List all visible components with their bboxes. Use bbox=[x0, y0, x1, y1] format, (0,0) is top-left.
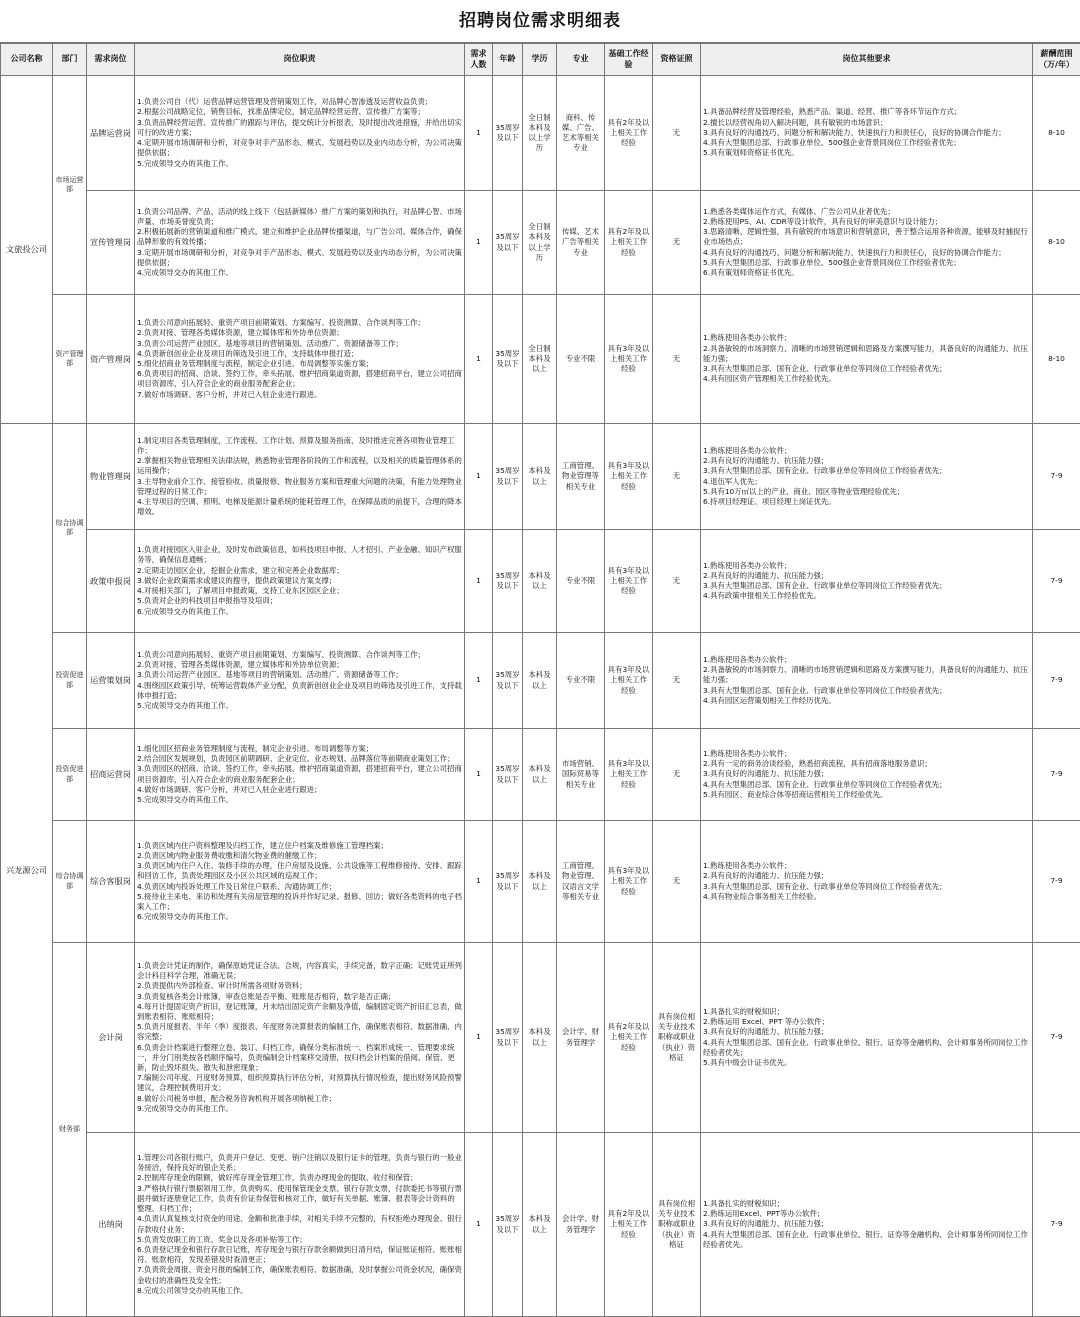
header-duties: 岗位职责 bbox=[135, 44, 465, 76]
table-row bbox=[1, 1133, 1080, 1317]
other-requirements-cell: 1.熟练使用各类办公软件； 2.具有良好的沟通能力、抗压能力强； 3.具有大型集团总部、国有企业、行政事业单位等同岗位工作经验者优先； 4.退伍军人优先； 5.具有10万㎡以上的产业、商业、园区等物业管理经验优先； 6.持项目经理证、项目经理上岗证优先。 bbox=[701, 424, 1033, 530]
age-cell: 35周岁及以下 bbox=[493, 633, 523, 729]
education-cell: 本科及以上 bbox=[523, 729, 557, 821]
education-cell: 本科及以上 bbox=[523, 530, 557, 633]
duties-cell: 1.负责公司品牌、产品、活动的线上线下（包括新媒体）推广方案的策划和执行，对品牌心智、市场声量、市场美誉度负责； 2.积极拓展新的营销渠道和推广模式，建立和维护企业品牌传播渠道，与广告公司、媒体合作，确保品牌形象的有效传播； 3.定期开展市场调研和分析，对竞争对手产品形态、模式、发展趋势以及业内动态分析，为公司决策提供依据； 4.完成领导交办的其他工作。 bbox=[135, 191, 465, 295]
duties-cell: 1.制定项目各类管理制度，工作流程、工作计划、预算及服务指南，及时推进完善各项物业管理工作； 2.掌握相关物业管理相关法律法规，熟悉物业管理各阶段的工作和流程，以及相关的质量管理体系的运用操作； 3.主导物业前介工作、接管验收、质量报修、物业服务方案和管理重大问题的决策，有能力处理物业管理过程的日常工作； 4.主导项目的空调、照明、电梯及能源计量系统的能耗管理工作，在保障品质的前提下，合理的降本增效。 bbox=[135, 424, 465, 530]
count-cell: 1 bbox=[465, 295, 493, 424]
education-cell: 本科及以上 bbox=[523, 633, 557, 729]
cert-cell: 无 bbox=[653, 76, 701, 191]
major-cell: 专业不限 bbox=[557, 295, 605, 424]
cert-cell: 具有岗位相关专业技术职称或职业（执业）资格证 bbox=[653, 943, 701, 1133]
experience-cell: 具有3年及以上相关工作经验 bbox=[605, 633, 653, 729]
major-cell: 专业不限 bbox=[557, 633, 605, 729]
header-position: 需求岗位 bbox=[87, 44, 135, 76]
department-cell: 综合协调部 bbox=[53, 821, 87, 943]
position-cell: 会计岗 bbox=[87, 943, 135, 1133]
cert-cell: 无 bbox=[653, 729, 701, 821]
salary-cell: 7-9 bbox=[1033, 943, 1080, 1133]
count-cell: 1 bbox=[465, 633, 493, 729]
other-requirements-cell: 1.熟悉各类媒体运作方式，有媒体、广告公司从业者优先； 2.熟练使用PS、AI、CDR等设计软件，具有良好的审美意识与设计能力； 3.思路清晰、逻辑性强，具有敏锐的市场意识和营销意识，善于整合运用各种资源，能够及时捕捉行业市场热点； 4.具有良好的沟通技巧、问题分析和解决能力、快速执行力和责任心，良好的协调合作能力； 5.具有大型集团总部、行政事业单位、500强企业背景同岗位工作经验者优先； 6.具有策划师资格证书优先。 bbox=[701, 191, 1033, 295]
department-cell: 投资促进部 bbox=[53, 729, 87, 821]
salary-cell: 7-9 bbox=[1033, 530, 1080, 633]
education-cell: 本科及以上 bbox=[523, 1133, 557, 1317]
recruitment-table bbox=[0, 43, 1080, 1317]
count-cell: 1 bbox=[465, 530, 493, 633]
count-cell: 1 bbox=[465, 821, 493, 943]
age-cell: 35周岁及以下 bbox=[493, 729, 523, 821]
position-cell: 资产管理岗 bbox=[87, 295, 135, 424]
table-row bbox=[1, 76, 1080, 191]
table-row bbox=[1, 943, 1080, 1133]
position-cell: 运营策划岗 bbox=[87, 633, 135, 729]
education-cell: 本科及以上 bbox=[523, 424, 557, 530]
major-cell: 专业不限 bbox=[557, 530, 605, 633]
department-cell: 投资促进部 bbox=[53, 633, 87, 729]
position-cell: 宣传管理岗 bbox=[87, 191, 135, 295]
count-cell: 1 bbox=[465, 191, 493, 295]
experience-cell: 具有2年及以上相关工作经验 bbox=[605, 191, 653, 295]
position-cell: 政策申报岗 bbox=[87, 530, 135, 633]
experience-cell: 具有3年及以上相关工作经验 bbox=[605, 530, 653, 633]
education-cell: 全日制本科及以上学历 bbox=[523, 191, 557, 295]
major-cell: 工商管理、物业管理、汉语言文学等相关专业 bbox=[557, 821, 605, 943]
count-cell: 1 bbox=[465, 1133, 493, 1317]
experience-cell: 具有3年及以上相关工作经验 bbox=[605, 729, 653, 821]
duties-cell: 1.负责公司意向拓展轻、重资产项目前期策划、方案编写、投资测算、合作谈判等工作； 2.负责对接、管理各类媒体资源，建立媒体库和外协单位资源； 3.负责公司运营产业园区、基地等项目的营销策划、活动推广、资源储备等工作； 4.负责新创创业企业及项目的筛选及引进工作，支持载体申报打造； 5.细化招商业务管理制度与流程，制定企业引进、布局调整等实施方案； 6.负责项目的招商、洽谈、签约工作，牵头拓展、维护招商渠道资源，搭建招商平台，建立公司招商项目资源库，引入符合企业的商业服务配套企业； 7.做好市场调研、客户分析，并对已入驻企业进行跟进。 bbox=[135, 295, 465, 424]
salary-cell: 7-9 bbox=[1033, 821, 1080, 943]
count-cell: 1 bbox=[465, 943, 493, 1133]
position-cell: 招商运营岗 bbox=[87, 729, 135, 821]
age-cell: 35周岁及以下 bbox=[493, 943, 523, 1133]
experience-cell: 具有3年及以上相关工作经验 bbox=[605, 424, 653, 530]
other-requirements-cell: 1.熟练使用各类办公软件； 2.具有良好的沟通能力、抗压能力强； 3.具有大型集团总部、国有企业、行政事业单位等同岗位工作经验者优先； 4.具有政策申报相关工作经验优先。 bbox=[701, 530, 1033, 633]
company-cell: 兴龙源公司 bbox=[1, 424, 53, 1317]
duties-cell: 1.负责对接园区入驻企业，及时发布政策信息，如科技项目申报、人才招引、产业金融、知识产权服务等，确保信息通畅； 2.定期走访园区企业，挖掘企业需求，建立和完善企业数据库； 3.做好企业政策需求或建议的搜寻，提供政策建议方案支撑； 4.对接相关部门，了解项目申报政策，支持工业东区园区企业； 5.负责对企业的科技项目申报指导及培训； 6.完成领导交办的其他工作。 bbox=[135, 530, 465, 633]
other-requirements-cell: 1.熟练使用各类办公软件； 2.具备敏锐的市场洞察力、清晰的市场营销逻辑和思路及方案撰写能力，具备良好的沟通能力、抗压能力强； 3.具有大型集团总部、国有企业、行政事业单位等同岗位工作经验者优先； 4.具有园区资产管理相关工作经验优先。 bbox=[701, 295, 1033, 424]
major-cell: 传媒、艺术广告等相关专业 bbox=[557, 191, 605, 295]
duties-cell: 1.管理公司各银行账户，负责开户登记、变更、销户注销以及银行证卡的管理，负责与银行的一般业务接洽，保持良好的银企关系； 2.控制库存现金的限额，做好库存现金管理工作，负责办理现金的提取、收付和保管； 3.严格执行银行票据领用工作，负责购买、使用保管现金支票、银行存款支票，付款委托书等银行票据并做好逐册登记工作，负责有价证券保管和核对工作，做好有关单据、账簿、报表等会计资料的整理、归档工作； 4.负责认真复核支付资金的用途、金额和批准手续，对相关手续不完整的，有权拒绝办理现金、银行存款收付业务； 5.负责发放职工的工资、奖金以及各项补贴等工作； 6.负责登记现金和银行存款日记账，库存现金与银行存款余额做到日清月结，保证账证相符、账账相符、账款相符，发现差错及时查清更正； 7.负责资金周报、资金月报的编制工作，确保账表相符、数据准确，及时掌握公司资金状况，确保资金收付的准确性及安全性； 8.完成公司领导交办的其他工作。 bbox=[135, 1133, 465, 1317]
header-salary: 薪酬范围（万/年） bbox=[1033, 44, 1080, 76]
other-requirements-cell: 1.熟练使用各类办公软件； 2.具有一定的商务洽谈经验，熟悉招商流程，具有招商落地服务意识； 3.具有良好的沟通能力、抗压能力强； 4.具有大型集团总部、国有企业、行政事业单位等同岗位工作经验者优先； 5.具有园区、商业综合体等招商运营相关工作经验优先。 bbox=[701, 729, 1033, 821]
department-cell: 市场运营部 bbox=[53, 76, 87, 295]
age-cell: 35周岁及以下 bbox=[493, 821, 523, 943]
cert-cell: 无 bbox=[653, 424, 701, 530]
count-cell: 1 bbox=[465, 76, 493, 191]
header-count: 需求人数 bbox=[465, 44, 493, 76]
header-age: 年龄 bbox=[493, 44, 523, 76]
age-cell: 35周岁及以下 bbox=[493, 1133, 523, 1317]
header-education: 学历 bbox=[523, 44, 557, 76]
page-title: 招聘岗位需求明细表 bbox=[0, 0, 1080, 43]
other-requirements-cell: 1.熟练使用各类办公软件； 2.具备敏锐的市场洞察力、清晰的市场营销逻辑和思路及方案撰写能力，具备良好的沟通能力、抗压能力强； 3.具有大型集团总部、国有企业、行政事业单位等同岗位工作经验者优先； 4.具有园区运营策划相关工作经历优先。 bbox=[701, 633, 1033, 729]
major-cell: 会计学、财务管理学 bbox=[557, 1133, 605, 1317]
other-requirements-cell: 1.具备扎实的财税知识； 2.熟练运用Excel、PPT等办公软件； 3.具有良好的沟通能力、抗压能力强； 4.具有大型集团总部、国有企业、行政事业单位、银行、证券等金融机构、会计师事务所同岗位工作经验者优先。 bbox=[701, 1133, 1033, 1317]
major-cell: 工商管理、物业管理等相关专业 bbox=[557, 424, 605, 530]
cert-cell: 具有岗位相关专业技术职称或职业（执业）资格证 bbox=[653, 1133, 701, 1317]
header-row bbox=[1, 44, 1080, 76]
duties-cell: 1.细化园区招商业务管理制度与流程，制定企业引进、布局调整等方案； 2.结合园区发展规划，负责园区前期调研、企业定位、业态规划、品牌落位等前期商业策划工作； 3.负责园区的招商、洽谈、签约工作，牵头拓展、维护招商渠道资源，搭建招商平台，建立公司招商项目资源库，引入符合企业的商业服务配套企业； 4.做好市场调研、客户分析，并对已入驻企业进行跟进； 5.完成领导交办的其他工作。 bbox=[135, 729, 465, 821]
salary-cell: 7-9 bbox=[1033, 1133, 1080, 1317]
position-cell: 综合客服岗 bbox=[87, 821, 135, 943]
table-row bbox=[1, 191, 1080, 295]
age-cell: 35周岁及以下 bbox=[493, 191, 523, 295]
table-row bbox=[1, 633, 1080, 729]
table-row bbox=[1, 295, 1080, 424]
experience-cell: 具有3年及以上相关工作经验 bbox=[605, 821, 653, 943]
education-cell: 全日制本科及以上学历 bbox=[523, 76, 557, 191]
major-cell: 商科、传媒、广告、艺术等相关专业 bbox=[557, 76, 605, 191]
other-requirements-cell: 1.具备扎实的财税知识； 2.熟练运用 Excel、PPT 等办公软件； 3.具有良好的沟通能力、抗压能力强； 4.具有大型集团总部、国有企业、行政事业单位、银行、证券等金融机构、会计师事务所同岗位工作经验者优先； 5.具有中级会计证书优先。 bbox=[701, 943, 1033, 1133]
duties-cell: 1.负责会计凭证的制作，确保原始凭证合法、合规，内容真实，手续完备，数字正确；记账凭证所列会计科目科学合理，准确无误； 2.负责提供内外部检查、审计时所需各项财务资料； 3.负责复核各类会计账簿，审查总账是否平衡、账账是否相符，数字是否正确； 4.每月计提固定资产折旧，登记账簿，月末结出固定资产余额及净值，编制固定资产折旧汇总表，做到账表相符、账账相符； 5.负责月度报表、半年（季）度报表、年度财务决算报表的编制工作，确保账表相符、数据准确、内容完整； 6.负责会计档案进行整理立卷、装订、归档工作，确保分类标准统一、档案形成统一、管理要求统一，并分门别类按各档顺序编号，负责编制会计档案移交清册，按归档会计档案的借阅、保管、更新，防止毁坏损失、散失和泄密现象； 7.编制公司年度、月度财务预算，组织预算执行评估分析，对预算执行情况检查，提出财务风险预警建议，合理控制费用开支； 8.做好公司税务申报，配合税务咨询机构开展各项纳税工作； 9.完成领导交办的其他工作。 bbox=[135, 943, 465, 1133]
department-cell: 财务部 bbox=[53, 943, 87, 1317]
age-cell: 35周岁及以下 bbox=[493, 530, 523, 633]
header-cert: 资格证照 bbox=[653, 44, 701, 76]
department-cell: 综合协调部 bbox=[53, 424, 87, 633]
cert-cell: 无 bbox=[653, 821, 701, 943]
education-cell: 本科及以上 bbox=[523, 943, 557, 1133]
duties-cell: 1.负责公司自（代）运营品牌运营管理及营销策划工作，对品牌心智渗透及运营收益负责； 2.根据公司战略定位，销售目标，找准品牌定位，制定品牌经营运营、宣传推广方案等； 3.负责品牌经营运营、宣传推广的跟踪与评估，提交统计分析报表，及时提出改进措施，并给出切实可行的改进方案； 4.定期开展市场调研和分析，对竞争对手产品形态、模式、发展趋势以及业内动态分析，为公司决策提供依据； 5.完成领导交办的其他工作。 bbox=[135, 76, 465, 191]
salary-cell: 7-9 bbox=[1033, 633, 1080, 729]
experience-cell: 具有2年及以上相关工作经验 bbox=[605, 943, 653, 1133]
duties-cell: 1.负责公司意向拓展轻、重资产项目前期策划、方案编写、投资测算、合作谈判等工作； 2.负责对接、管理各类媒体资源，建立媒体库和外协单位资源； 3.负责公司运营产业园区、基地等项目的营销策划、活动推广、资源储备等工作； 4.围绕园区政策引导，统筹运营载体产业分配，负责新创创业企业及项目的筛选及引进工作，支持载体申报打造； 5.完成领导交办的其他工作。 bbox=[135, 633, 465, 729]
education-cell: 本科及以上 bbox=[523, 821, 557, 943]
count-cell: 1 bbox=[465, 424, 493, 530]
duties-cell: 1.负责区域内住户资料整理及归档工作，建立住户档案及维修施工管理档案； 2.负责区域内物业服务费收缴和清欠物业费的催缴工作； 3.负责区域内住户入住、装修手续的办理，住户房屋及设施、公共设施等工程维修接待、安排、跟踪和回访工作，负责处理园区及小区公共区域的巡视工作； 4.负责区域内投诉处理工作及日常住户联系、沟通协调工作； 5.接待业主来电、来访和处理有关房屋管理的投诉并作好记录、报修、回访；做好各类资料的电子档案入工作； 6.完成领导交办的其他工作。 bbox=[135, 821, 465, 943]
other-requirements-cell: 1.具备品牌经营及管理经验，熟悉产品、渠道、经营、推广等各环节运作方式； 2.擅长以经营视角切入解决问题，具有敏锐的市场意识； 3.具有良好的沟通技巧、问题分析和解决能力、快速执行力和责任心，良好的协调合作能力； 4.具有大型集团总部、行政事业单位、500强企业背景同岗位工作经验者优先； 5.具有策划师资格证书优先。 bbox=[701, 76, 1033, 191]
salary-cell: 7-9 bbox=[1033, 729, 1080, 821]
table-row bbox=[1, 729, 1080, 821]
position-cell: 品牌运营岗 bbox=[87, 76, 135, 191]
salary-cell: 8-10 bbox=[1033, 295, 1080, 424]
table-row bbox=[1, 424, 1080, 530]
other-requirements-cell: 1.熟练使用各类办公软件； 2.具有良好的沟通能力、抗压能力强； 3.具有大型集团总部、国有企业、行政事业单位等同岗位工作经验者优先； 4.具有物业综合事务相关工作经验。 bbox=[701, 821, 1033, 943]
header-major: 专业 bbox=[557, 44, 605, 76]
company-cell: 文旅投公司 bbox=[1, 76, 53, 424]
education-cell: 全日制本科及以上 bbox=[523, 295, 557, 424]
header-other: 岗位其他要求 bbox=[701, 44, 1033, 76]
major-cell: 市场营销、国际贸易等相关专业 bbox=[557, 729, 605, 821]
age-cell: 35周岁及以下 bbox=[493, 424, 523, 530]
major-cell: 会计学、财务管理学 bbox=[557, 943, 605, 1133]
experience-cell: 具有3年及以上相关工作经验 bbox=[605, 295, 653, 424]
cert-cell: 无 bbox=[653, 295, 701, 424]
header-department: 部门 bbox=[53, 44, 87, 76]
table-row bbox=[1, 821, 1080, 943]
age-cell: 35周岁及以下 bbox=[493, 295, 523, 424]
salary-cell: 8-10 bbox=[1033, 191, 1080, 295]
header-experience: 基础工作经验 bbox=[605, 44, 653, 76]
count-cell: 1 bbox=[465, 729, 493, 821]
header-company: 公司名称 bbox=[1, 44, 53, 76]
salary-cell: 7-9 bbox=[1033, 424, 1080, 530]
cert-cell: 无 bbox=[653, 633, 701, 729]
position-cell: 出纳岗 bbox=[87, 1133, 135, 1317]
salary-cell: 8-10 bbox=[1033, 76, 1080, 191]
cert-cell: 无 bbox=[653, 530, 701, 633]
position-cell: 物业管理岗 bbox=[87, 424, 135, 530]
table-row bbox=[1, 530, 1080, 633]
department-cell: 资产管理部 bbox=[53, 295, 87, 424]
experience-cell: 具有2年及以上相关工作经验 bbox=[605, 76, 653, 191]
age-cell: 35周岁及以下 bbox=[493, 76, 523, 191]
experience-cell: 具有2年及以上相关工作经验 bbox=[605, 1133, 653, 1317]
cert-cell: 无 bbox=[653, 191, 701, 295]
